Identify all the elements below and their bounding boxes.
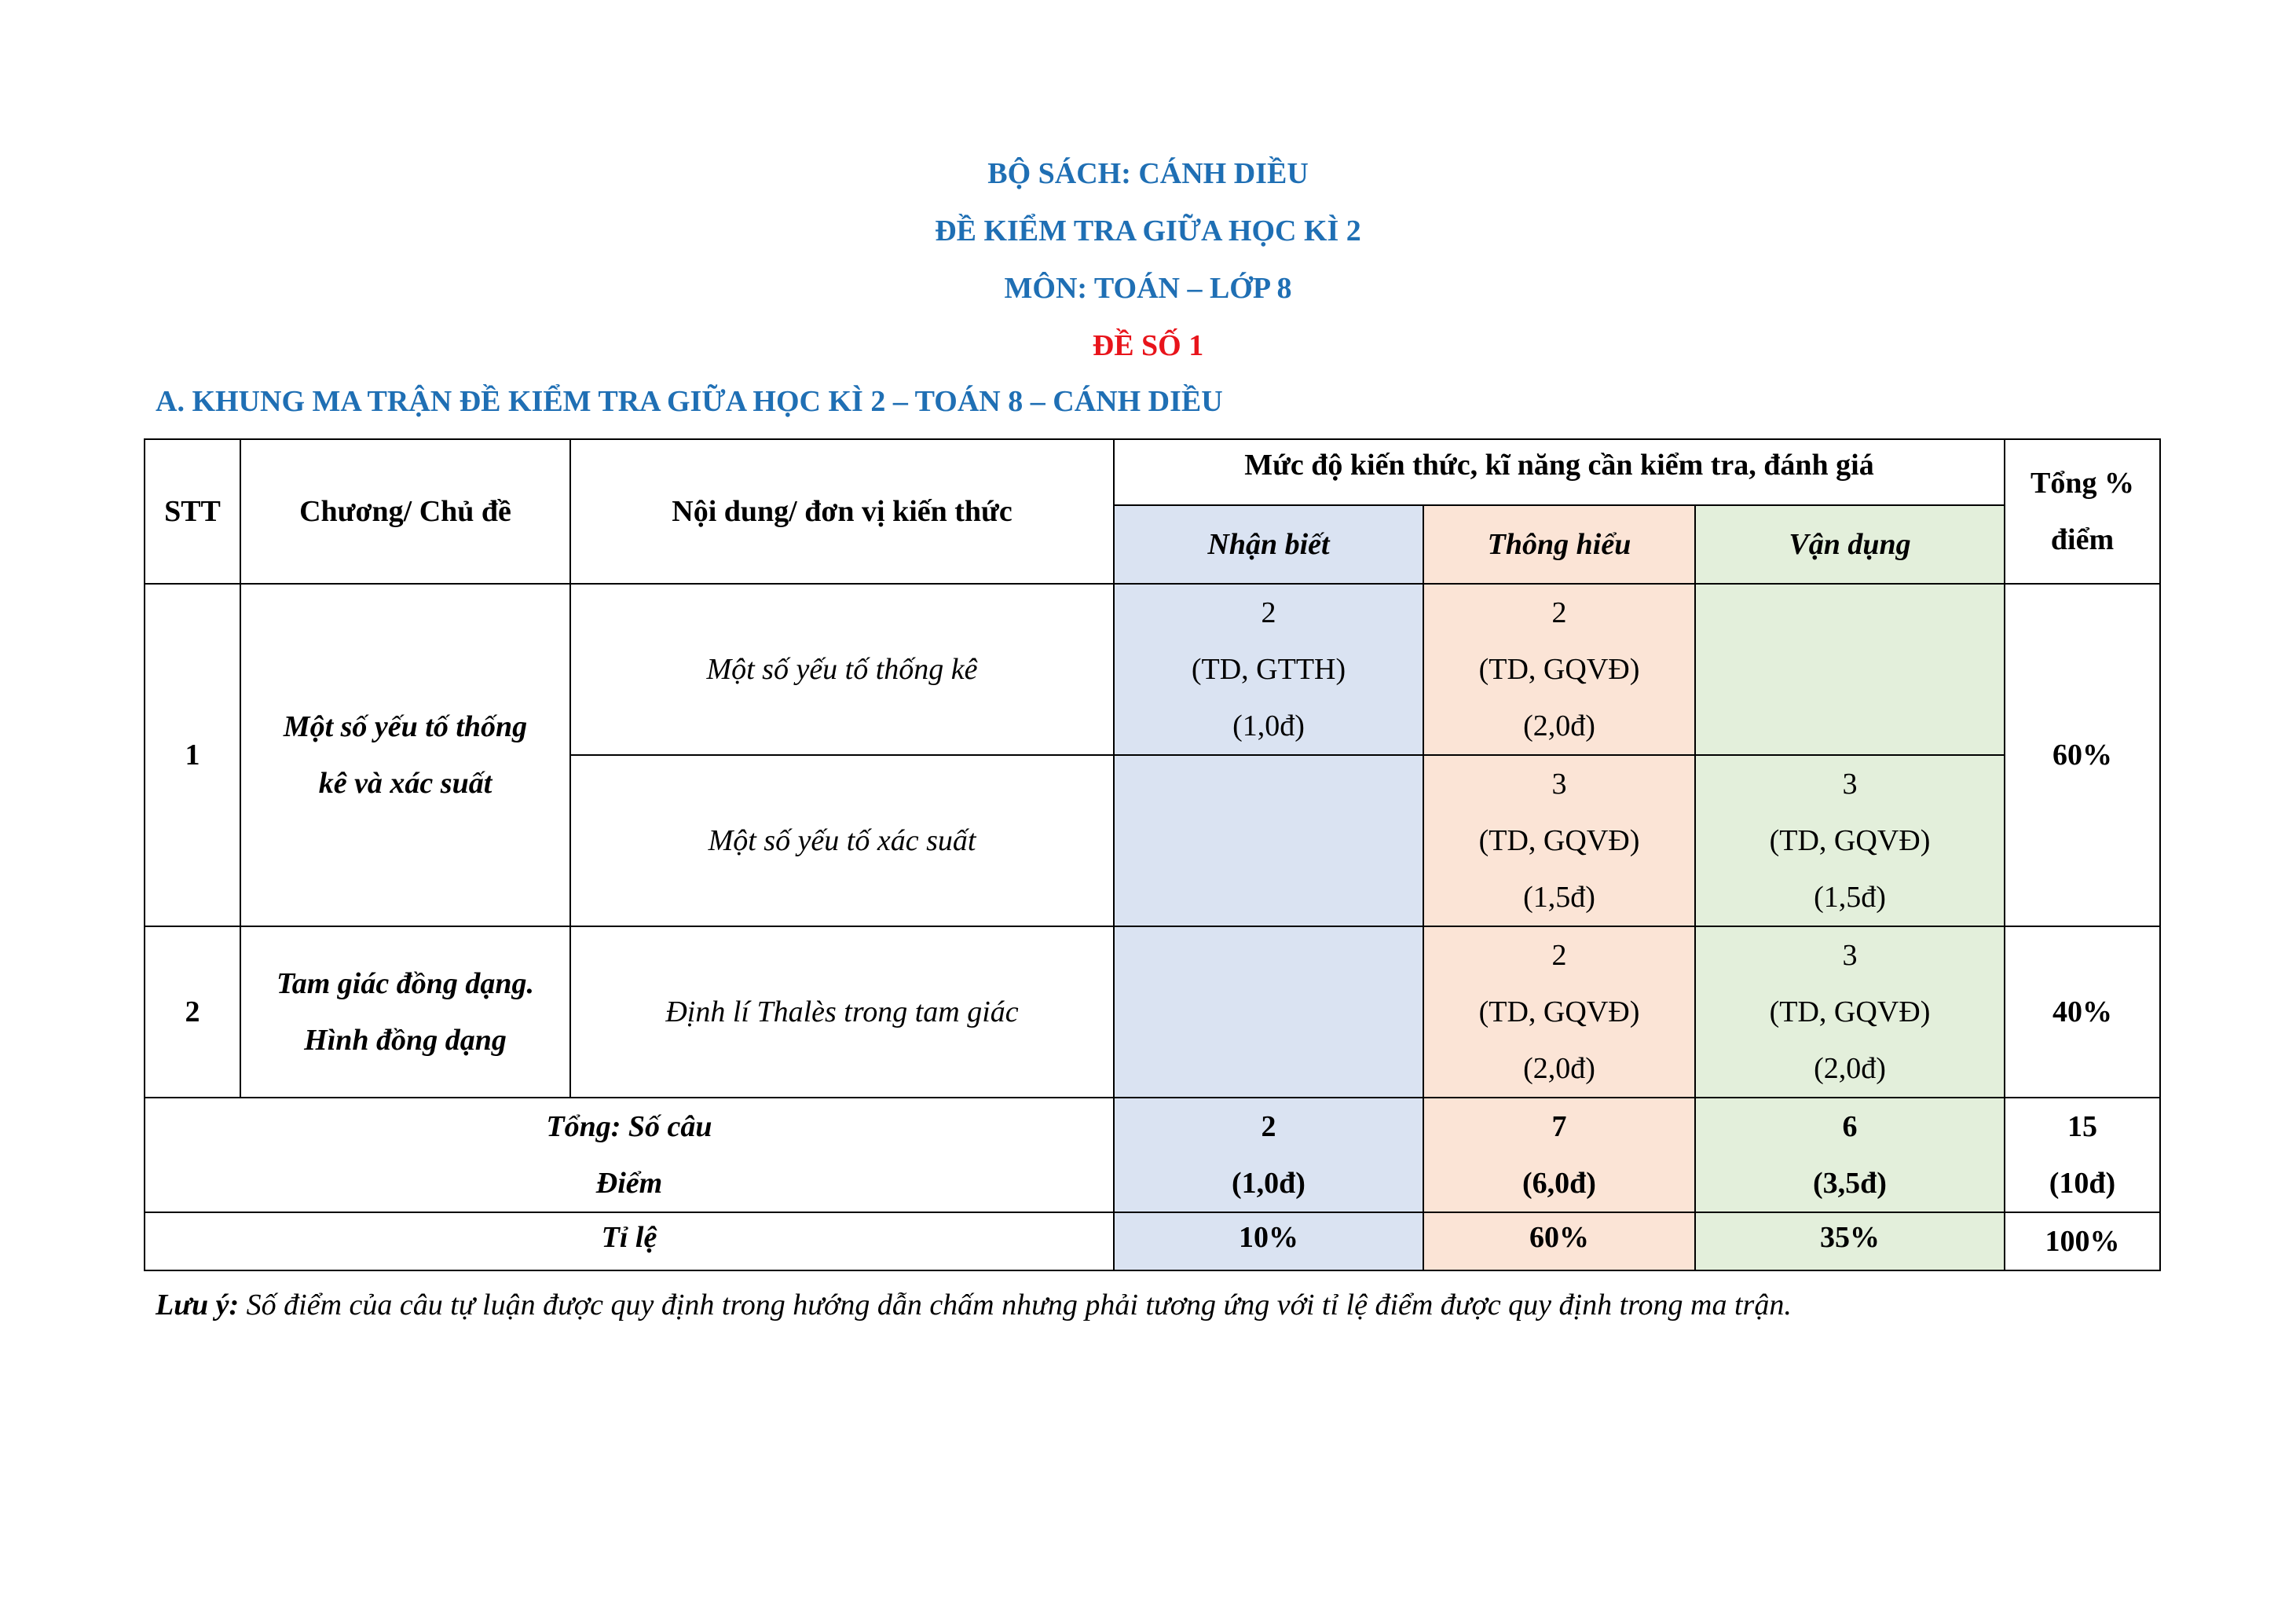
totals-count: 2 (1261, 1110, 1276, 1143)
subject-title: MÔN: TOÁN – LỚP 8 (1004, 272, 1292, 305)
row-chapter-line-2: kê và xác suất (318, 767, 493, 800)
row-chapter-line-2: Hình đồng dạng (304, 1024, 507, 1057)
note-text: Số điểm của câu tự luận được quy định trong hướng dẫn chấm nhưng phải tương ứng với tỉ lệ điểm được quy định trong ma trận. (239, 1289, 1792, 1322)
cell-competency: (TD, GQVĐ) (1769, 824, 1931, 857)
row-content: Định lí Thalès trong tam giác (570, 926, 1114, 1098)
cell-nhan-biet (1114, 584, 1423, 755)
table-row (145, 926, 2160, 1098)
cell-thong-hieu (1423, 584, 1695, 755)
exam-title: ĐỀ KIỂM TRA GIỮA HỌC KÌ 2 (935, 214, 1361, 247)
header-total-line-1: Tổng % (2031, 467, 2134, 500)
note-label: Lưu ý: (156, 1289, 240, 1322)
cell-points: (2,0đ) (1814, 1052, 1886, 1085)
row-total: 40% (2005, 926, 2160, 1098)
cell-thong-hieu (1423, 926, 1695, 1098)
note (156, 1287, 1792, 1323)
row-content: Một số yếu tố xác suất (570, 755, 1114, 926)
totals-row (145, 1098, 2160, 1212)
cell-van-dung (1695, 926, 2005, 1098)
ratio-total: 100% (2005, 1212, 2160, 1270)
row-chapter-line-1: Một số yếu tố thống (283, 710, 528, 743)
ratio-thong-hieu: 60% (1423, 1212, 1695, 1270)
totals-nhan-biet (1114, 1098, 1423, 1212)
cell-points: (1,5đ) (1523, 881, 1595, 914)
cell-points: (2,0đ) (1523, 1052, 1595, 1085)
ratio-nhan-biet: 10% (1114, 1212, 1423, 1270)
cell-count: 2 (1551, 596, 1567, 629)
header-row-1 (145, 439, 2160, 505)
header-content: Nội dung/ đơn vị kiến thức (570, 439, 1114, 584)
exam-number: ĐỀ SỐ 1 (1092, 329, 1204, 362)
totals-label (145, 1098, 1114, 1212)
cell-points: (1,5đ) (1814, 881, 1886, 914)
header-van-dung: Vận dụng (1695, 505, 2005, 584)
totals-overall (2005, 1098, 2160, 1212)
table-row (145, 584, 2160, 755)
totals-thong-hieu (1423, 1098, 1695, 1212)
header-nhan-biet: Nhận biết (1114, 505, 1423, 584)
totals-count: 7 (1551, 1110, 1567, 1143)
totals-points: (1,0đ) (1232, 1167, 1305, 1200)
cell-competency: (TD, GTTH) (1191, 653, 1346, 686)
header-stt: STT (145, 439, 240, 584)
row-content: Một số yếu tố thống kê (570, 584, 1114, 755)
row-chapter (240, 926, 570, 1098)
cell-count: 3 (1551, 768, 1567, 801)
cell-points: (1,0đ) (1232, 709, 1305, 742)
header-thong-hieu: Thông hiểu (1423, 505, 1695, 584)
row-stt: 2 (145, 926, 240, 1098)
header-level: Mức độ kiến thức, kĩ năng cần kiểm tra, đánh giá (1114, 439, 2005, 505)
cell-nhan-biet (1114, 926, 1423, 1098)
ratio-label: Tỉ lệ (145, 1212, 1114, 1270)
row-chapter (240, 584, 570, 926)
totals-count: 15 (2067, 1110, 2097, 1143)
cell-points: (2,0đ) (1523, 709, 1595, 742)
cell-count: 3 (1842, 939, 1858, 972)
header-total-line-2: điểm (2050, 523, 2115, 556)
cell-van-dung (1695, 584, 2005, 755)
totals-label-line-1: Tổng: Số câu (546, 1110, 712, 1143)
cell-thong-hieu (1423, 755, 1695, 926)
book-title: BỘ SÁCH: CÁNH DIỀU (987, 157, 1309, 190)
cell-competency: (TD, GQVĐ) (1478, 653, 1640, 686)
header-chapter: Chương/ Chủ đề (240, 439, 570, 584)
cell-count: 3 (1842, 768, 1858, 801)
row-chapter-line-1: Tam giác đồng dạng. (276, 967, 534, 1000)
totals-van-dung (1695, 1098, 2005, 1212)
totals-points: (3,5đ) (1813, 1167, 1887, 1200)
totals-count: 6 (1842, 1110, 1858, 1143)
header-total (2005, 439, 2160, 584)
cell-competency: (TD, GQVĐ) (1478, 995, 1640, 1028)
totals-points: (6,0đ) (1522, 1167, 1596, 1200)
cell-count: 2 (1261, 596, 1276, 629)
cell-count: 2 (1551, 939, 1567, 972)
row-total: 60% (2005, 584, 2160, 926)
cell-competency: (TD, GQVĐ) (1769, 995, 1931, 1028)
cell-van-dung (1695, 755, 2005, 926)
row-stt: 1 (145, 584, 240, 926)
totals-points: (10đ) (2049, 1167, 2116, 1200)
ratio-van-dung: 35% (1695, 1212, 2005, 1270)
knowledge-matrix-table (144, 438, 2161, 1271)
totals-label-line-2: Điểm (595, 1167, 663, 1200)
cell-competency: (TD, GQVĐ) (1478, 824, 1640, 857)
section-title: A. KHUNG MA TRẬN ĐỀ KIỂM TRA GIỮA HỌC KÌ 2 – TOÁN 8 – CÁNH DIỀU (156, 385, 1223, 418)
ratio-row (145, 1212, 2160, 1270)
cell-nhan-biet (1114, 755, 1423, 926)
